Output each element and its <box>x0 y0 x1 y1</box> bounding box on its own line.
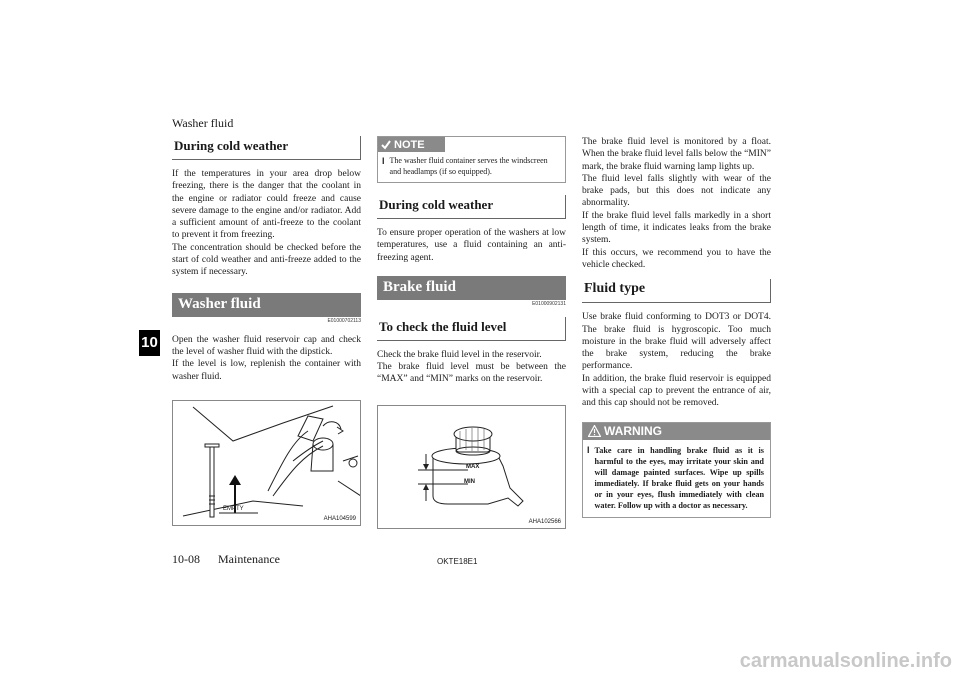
paragraph: Open the washer fluid reservoir cap and check the level of washer fluid with the dipstick. <box>172 334 361 357</box>
paragraph: The fluid level falls slightly with wear of the brake pads, but this does not indicate any abnormality. <box>582 173 771 209</box>
note-title: NOTE <box>394 138 425 151</box>
paragraph: The concentration should be checked before the start of cold weather and anti-freeze added to the system if necessary. <box>172 242 361 278</box>
heading-cold-weather-coolant: During cold weather <box>172 136 361 160</box>
note-text: The washer fluid container serves the windscreen and headlamps (if so equipped). <box>389 156 548 176</box>
figure-code: AHA102566 <box>528 518 561 525</box>
warning-item <box>583 445 770 511</box>
footer-left <box>172 552 280 567</box>
heading-cold-weather-washer: During cold weather <box>377 195 566 219</box>
watermark: carmanualsonline.info <box>739 650 952 672</box>
heading-check-fluid-level: To check the fluid level <box>377 317 566 341</box>
dipstick-illustration <box>173 401 361 525</box>
bullet-icon: l <box>382 156 385 166</box>
paragraph: In addition, the brake fluid reservoir is equipped with a special cap to prevent the entrance of air, and this cap should not be removed. <box>582 373 771 409</box>
label-max: MAX <box>466 463 480 470</box>
column-3 <box>582 136 771 518</box>
figure-brake-reservoir <box>377 405 566 529</box>
chapter-tab: 10 <box>139 330 160 356</box>
figure-code: AHA104599 <box>323 515 356 522</box>
label-empty: EMPTY <box>223 505 244 512</box>
warning-box <box>582 422 771 518</box>
label-min: MIN <box>464 478 475 485</box>
note-box <box>377 136 566 183</box>
paragraph: Check the brake fluid level in the reservoir. <box>377 349 542 360</box>
paragraph: If this occurs, we recommend you to have the vehicle checked. <box>582 247 771 270</box>
paragraph: The brake fluid level must be between the “MAX” and “MIN” marks on the reservoir. <box>377 362 566 385</box>
section-code: E01000702113 <box>327 317 361 324</box>
running-head: Washer fluid <box>172 116 234 130</box>
page-number: 10-08 <box>172 552 200 566</box>
column-2 <box>377 136 566 529</box>
warning-title: WARNING <box>604 424 662 439</box>
paragraph: To ensure proper operation of the washers at low temperatures, use a fluid containing an anti-freezing agent. <box>377 228 566 263</box>
warning-icon <box>588 425 601 437</box>
section-code: E01000902131 <box>532 300 566 307</box>
paragraph: If the level is low, replenish the container with washer fluid. <box>172 359 361 382</box>
figure-washer-dipstick <box>172 400 361 526</box>
bullet-icon: l <box>587 444 590 455</box>
paragraph: The brake fluid level is monitored by a float. When the brake fluid level falls below the “MIN” mark, the brake fluid warning lamp lights up. <box>582 137 771 172</box>
warning-header <box>583 423 770 440</box>
paragraph: If the brake fluid level falls markedly in a short length of time, it indicates leaks from the brake system. <box>582 210 771 246</box>
section-title-brake-fluid: Brake fluid <box>377 276 566 300</box>
note-icon <box>381 140 391 150</box>
note-header <box>378 137 445 152</box>
paragraph: If the temperatures in your area drop below freezing, there is the danger that the coolant in the engine or radiator could freeze and cause severe damage to the engine and/or radiator. Add a sufficient amount of anti-freeze to the coolant to prevent it from freezing. <box>172 169 361 241</box>
column-1 <box>172 136 361 526</box>
heading-fluid-type: Fluid type <box>582 279 771 303</box>
doc-code: OKTE18E1 <box>437 557 478 566</box>
note-item <box>378 156 565 177</box>
footer-section: Maintenance <box>218 552 280 566</box>
warning-text: Take care in handling brake fluid as it is harmful to the eyes, may irritate your skin and will damage painted surfaces. Wipe up spills immediately. If brake fluid gets on your hands or in your eyes, flush immediately with clean water. Follow up with a doctor as necessary. <box>594 445 764 510</box>
section-title-washer-fluid: Washer fluid <box>172 293 361 317</box>
paragraph: Use brake fluid conforming to DOT3 or DOT4. The brake fluid is hygroscopic. Too much moisture in the brake fluid will adversely affect the brake system, reducing the brake performance. <box>582 312 771 372</box>
